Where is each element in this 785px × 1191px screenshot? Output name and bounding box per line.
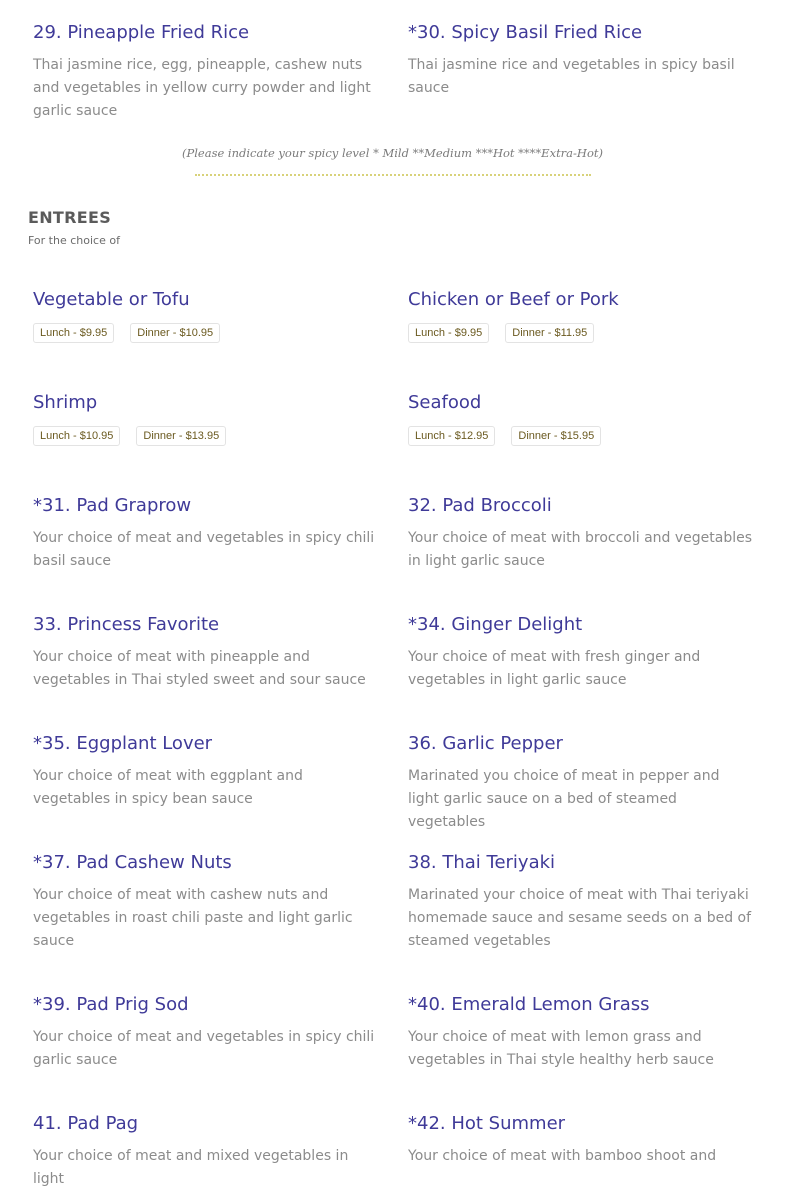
lunch-price-badge: Lunch - $9.95 (33, 323, 114, 343)
menu-item-spicy-basil-fried-rice (408, 21, 753, 100)
menu-item-emerald-lemon-grass (408, 993, 753, 1072)
menu-item-thai-teriyaki (408, 851, 753, 953)
menu-item-description: Your choice of meat with pineapple and vegetables in Thai styled sweet and sour sauce (33, 649, 366, 688)
menu-item-description: Marinated your choice of meat with Thai teriyaki homemade sauce and sesame seeds on a bed of steamed vegetables (408, 887, 752, 949)
menu-item-title: *40. Emerald Lemon Grass (408, 994, 650, 1015)
menu-item-pineapple-fried-rice (33, 21, 383, 123)
menu-item-pad-pag (33, 1112, 383, 1191)
menu-item-description: Your choice of meat with cashew nuts and vegetables in roast chili paste and light garlic sauce (33, 887, 353, 949)
protein-option-name: Chicken or Beef or Pork (408, 289, 619, 310)
menu-item-description: Your choice of meat with eggplant and vegetables in spicy bean sauce (33, 768, 303, 807)
spicy-level-note: (Please indicate your spicy level * Mild **Medium ***Hot ****Extra-Hot) (182, 146, 603, 160)
menu-item-title: 41. Pad Pag (33, 1113, 139, 1134)
section-subtitle: For the choice of (28, 234, 120, 247)
menu-item-title: *37. Pad Cashew Nuts (33, 852, 232, 873)
menu-item-description: Your choice of meat and mixed vegetables in light (33, 1148, 349, 1187)
menu-item-eggplant-lover (33, 732, 383, 811)
menu-item-title: 32. Pad Broccoli (408, 495, 552, 516)
section-title: ENTREES (28, 208, 112, 227)
menu-item-title: *39. Pad Prig Sod (33, 994, 189, 1015)
menu-item-garlic-pepper (408, 732, 753, 834)
dinner-price-badge: Dinner - $13.95 (136, 426, 226, 446)
menu-item-title: *30. Spicy Basil Fried Rice (408, 22, 643, 43)
menu-item-description: Marinated you choice of meat in pepper and light garlic sauce on a bed of steamed vegetables (408, 768, 720, 830)
protein-option-name: Vegetable or Tofu (33, 289, 190, 310)
protein-option-seafood (408, 391, 753, 446)
menu-item-description: Thai jasmine rice, egg, pineapple, cashew nuts and vegetables in yellow curry powder and light garlic sauce (33, 57, 371, 119)
menu-item-title: *34. Ginger Delight (408, 614, 583, 635)
menu-item-title: *35. Eggplant Lover (33, 733, 213, 754)
dotted-divider (195, 174, 591, 176)
menu-item-title: 33. Princess Favorite (33, 614, 220, 635)
menu-item-pad-prig-sod (33, 993, 383, 1072)
menu-item-description: Your choice of meat with broccoli and vegetables in light garlic sauce (408, 530, 753, 569)
menu-item-ginger-delight (408, 613, 753, 692)
menu-item-title: *31. Pad Graprow (33, 495, 192, 516)
menu-item-princess-favorite (33, 613, 383, 692)
protein-option-chicken-beef-pork (408, 288, 753, 343)
menu-item-pad-graprow (33, 494, 383, 573)
protein-option-shrimp (33, 391, 383, 446)
menu-item-title: 36. Garlic Pepper (408, 733, 563, 754)
menu-item-description: Your choice of meat with bamboo shoot and (408, 1148, 717, 1164)
protein-option-name: Seafood (408, 392, 482, 413)
lunch-price-badge: Lunch - $10.95 (33, 426, 120, 446)
menu-item-pad-broccoli (408, 494, 753, 573)
menu-item-description: Your choice of meat with lemon grass and vegetables in Thai style healthy herb sauce (408, 1029, 714, 1068)
dinner-price-badge: Dinner - $15.95 (511, 426, 601, 446)
menu-item-hot-summer (408, 1112, 753, 1168)
menu-item-title: 29. Pineapple Fried Rice (33, 22, 250, 43)
menu-item-description: Your choice of meat and vegetables in spicy chili basil sauce (33, 530, 375, 569)
protein-option-name: Shrimp (33, 392, 98, 413)
dinner-price-badge: Dinner - $10.95 (130, 323, 220, 343)
lunch-price-badge: Lunch - $12.95 (408, 426, 495, 446)
menu-item-description: Your choice of meat with fresh ginger and vegetables in light garlic sauce (408, 649, 701, 688)
menu-item-description: Your choice of meat and vegetables in spicy chili garlic sauce (33, 1029, 375, 1068)
lunch-price-badge: Lunch - $9.95 (408, 323, 489, 343)
menu-item-title: *42. Hot Summer (408, 1113, 566, 1134)
protein-option-vegetable-tofu (33, 288, 383, 343)
dinner-price-badge: Dinner - $11.95 (505, 323, 594, 343)
menu-item-description: Thai jasmine rice and vegetables in spicy basil sauce (408, 57, 735, 96)
menu-item-title: 38. Thai Teriyaki (408, 852, 556, 873)
menu-item-pad-cashew-nuts (33, 851, 383, 953)
